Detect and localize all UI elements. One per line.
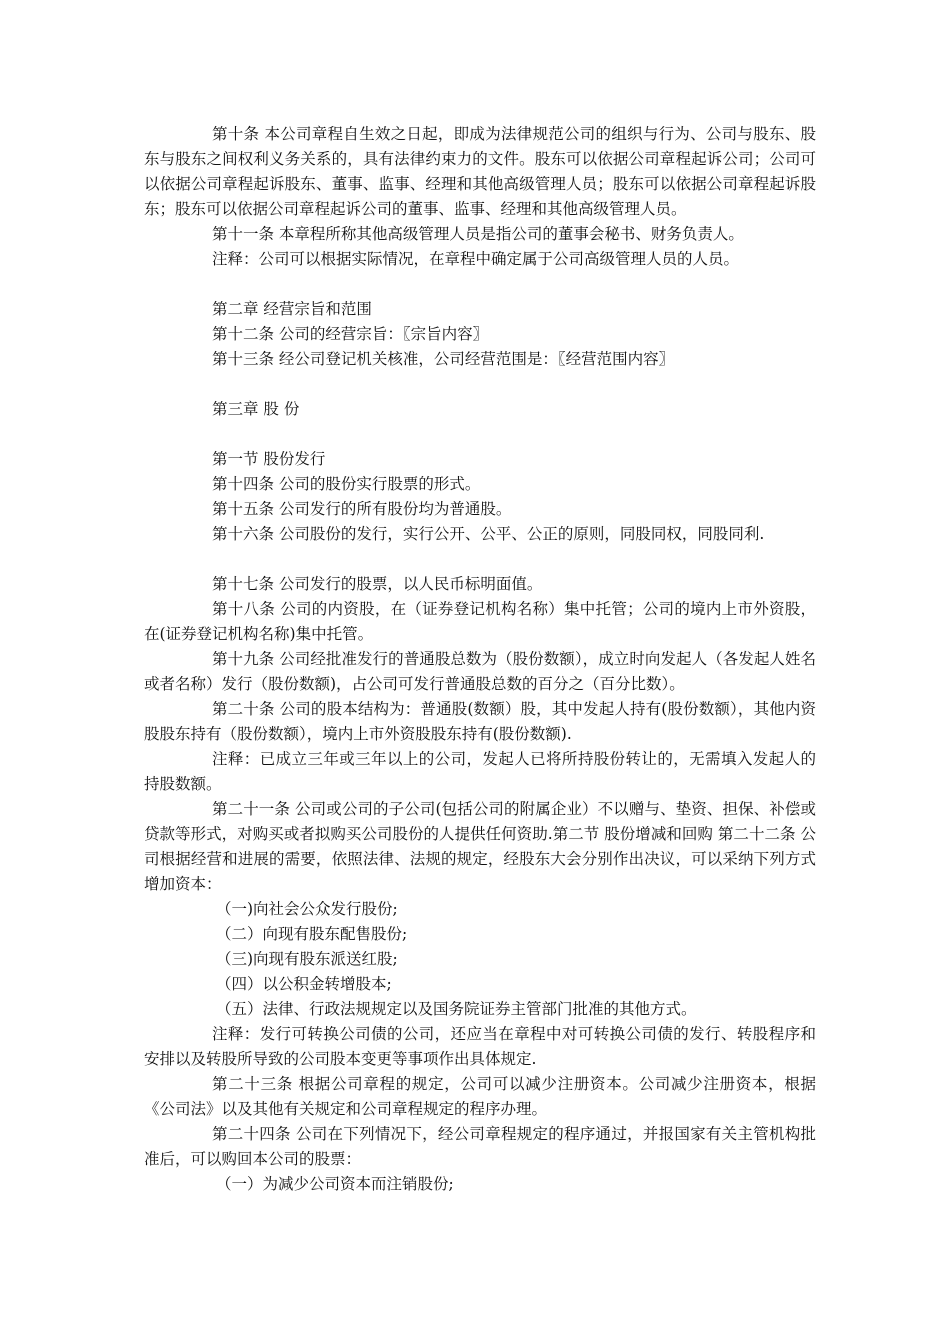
document-page [144, 122, 816, 1197]
note-article-11: 注释：公司可以根据实际情况，在章程中确定属于公司高级管理人员的人员。 [212, 250, 740, 268]
note-article-22: 注释：发行可转换公司债的公司，还应当在章程中对可转换公司债的发行、转股程序和安排以及转股所导致的公司股本变更等事项作出具体规定. [144, 1025, 816, 1068]
blank-line [144, 547, 816, 572]
chapter-2-heading: 第二章 经营宗旨和范围 [212, 300, 372, 318]
article-21: 第二十一条 公司或公司的子公司(包括公司的附属企业）不以赠与、垫资、担保、补偿或贷款等形式，对购买或者拟购买公司股份的人提供任何资助.第二节 股份增减和回购 第二十二条 公司根据经营和进展的需要，依照法律、法规的规定，经股东大会分别作出决议，可以采纳下列方式增加资本： [144, 800, 816, 893]
article-24: 第二十四条 公司在下列情况下，经公司章程规定的程序通过，并报国家有关主管机构批准后，可以购回本公司的股票： [144, 1125, 816, 1168]
article-19: 第十九条 公司经批准发行的普通股总数为（股份数额），成立时向发起人（各发起人姓名或者名称）发行（股份数额)，占公司可发行普通股总数的百分之（百分比数）。 [144, 650, 816, 693]
article-13: 第十三条 经公司登记机关核准，公司经营范围是：〖经营范围内容〗 [212, 350, 675, 368]
article-12: 第十二条 公司的经营宗旨：〖宗旨内容〗 [212, 325, 489, 343]
blank-line [144, 372, 816, 397]
list-item: （一)向社会公众发行股份; [216, 900, 398, 918]
article-15: 第十五条 公司发行的所有股份均为普通股。 [212, 500, 512, 518]
article-10: 第十条 本公司章程自生效之日起，即成为法律规范公司的组织与行为、公司与股东、股东与股东之间权利义务关系的，具有法律约束力的文件。股东可以依据公司章程起诉公司；公司可以依据公司章程起诉股东、董事、监事、经理和其他高级管理人员；股东可以依据公司章程起诉股东；股东可以依据公司章程起诉公司的董事、监事、经理和其他高级管理人员。 [144, 125, 816, 218]
note-article-20: 注释：已成立三年或三年以上的公司，发起人已将所持股份转让的，无需填入发起人的持股数额。 [144, 750, 816, 793]
section-1-heading: 第一节 股份发行 [212, 450, 326, 468]
list-item: （五）法律、行政法规规定以及国务院证券主管部门批准的其他方式。 [216, 1000, 697, 1018]
list-item: （四）以公积金转增股本; [216, 975, 392, 993]
list-item: （二）向现有股东配售股份; [216, 925, 408, 943]
article-16: 第十六条 公司股份的发行，实行公开、公平、公正的原则，同股同权，同股同利. [212, 525, 765, 543]
article-14: 第十四条 公司的股份实行股票的形式。 [212, 475, 481, 493]
article-17: 第十七条 公司发行的股票，以人民币标明面值。 [212, 575, 543, 593]
blank-line [144, 272, 816, 297]
list-item: （三)向现有股东派送红股; [216, 950, 398, 968]
article-20: 第二十条 公司的股本结构为：普通股(数额）股，其中发起人持有(股份数额），其他内资股股东持有（股份数额），境内上市外资股股东持有(股份数额). [144, 700, 816, 743]
article-23: 第二十三条 根据公司章程的规定，公司可以减少注册资本。公司减少注册资本，根据《公司法》以及其他有关规定和公司章程规定的程序办理。 [144, 1075, 816, 1118]
chapter-3-heading: 第三章 股 份 [212, 400, 300, 418]
blank-line [144, 422, 816, 447]
article-18: 第十八条 公司的内资股，在（证券登记机构名称）集中托管；公司的境内上市外资股，在(证券登记机构名称)集中托管。 [144, 600, 816, 643]
article-11: 第十一条 本章程所称其他高级管理人员是指公司的董事会秘书、财务负责人。 [212, 225, 744, 243]
list-item: （一）为减少公司资本而注销股份; [216, 1175, 454, 1193]
